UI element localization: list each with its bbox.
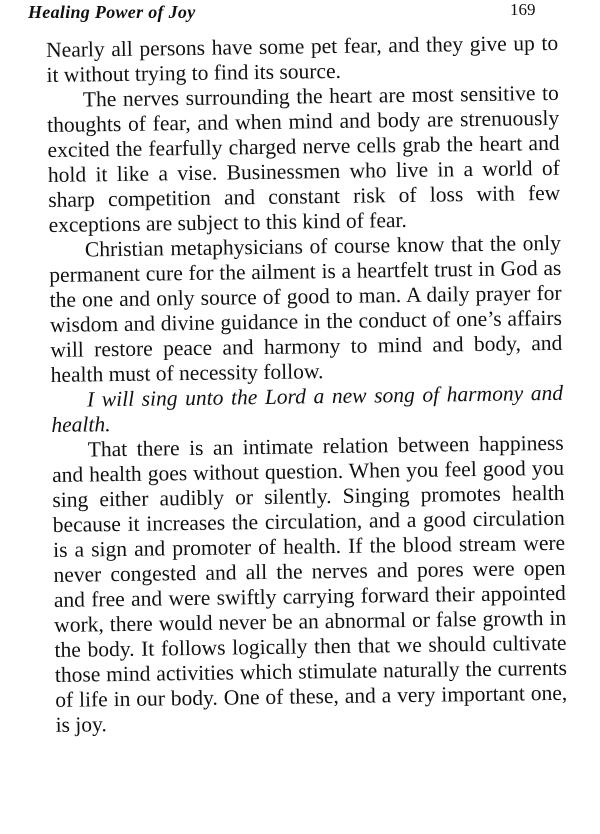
paragraph-pet-fear: Nearly all persons have some pet fear, and they give up to it without trying to find its source. — [46, 30, 559, 87]
body-text — [46, 31, 568, 738]
paragraph-christian-metaphysicians: Christian metaphysicians of course know that the only permanent cure for the ailment is a heartfelt trust in God as the one and only source of good to man. A daily prayer for wisdom and divine guidance in the conduct of one’s affairs will restore peace and harmony to mind and body, and health must of necessity follow. — [49, 230, 563, 387]
running-title: Healing Power of Joy — [28, 2, 196, 22]
affirmation-verse: I will sing unto the Lord a new song of harmony and health. — [51, 380, 564, 437]
paragraph-happiness-health: That there is an intimate relation between happiness and health goes without question. When you feel good you sing either audibly or silently. Singing promotes health because it increases the circulation, and a good circulation is a sign and promoter of health. If the blood stream were never congested and all the nerves and pores were open and free and were swiftly carrying forward their appointed work, there would never be an abnormal or false growth in the body. It follows logically then that we should cultivate those mind activities which stimulate naturally the currents of life in our body. One of these, and a very important one, is joy. — [51, 430, 568, 737]
page-number: 169 — [510, 0, 536, 19]
paragraph-nerves-heart: The nerves surrounding the heart are most sensitive to thoughts of fear, and when mind and body are strenuously excited the fearfully charged nerve cells grab the heart and hold it like a vise. Businessmen who live in a world of sharp competition and constant risk of loss with few exceptions are subject to this kind of fear. — [47, 80, 561, 237]
